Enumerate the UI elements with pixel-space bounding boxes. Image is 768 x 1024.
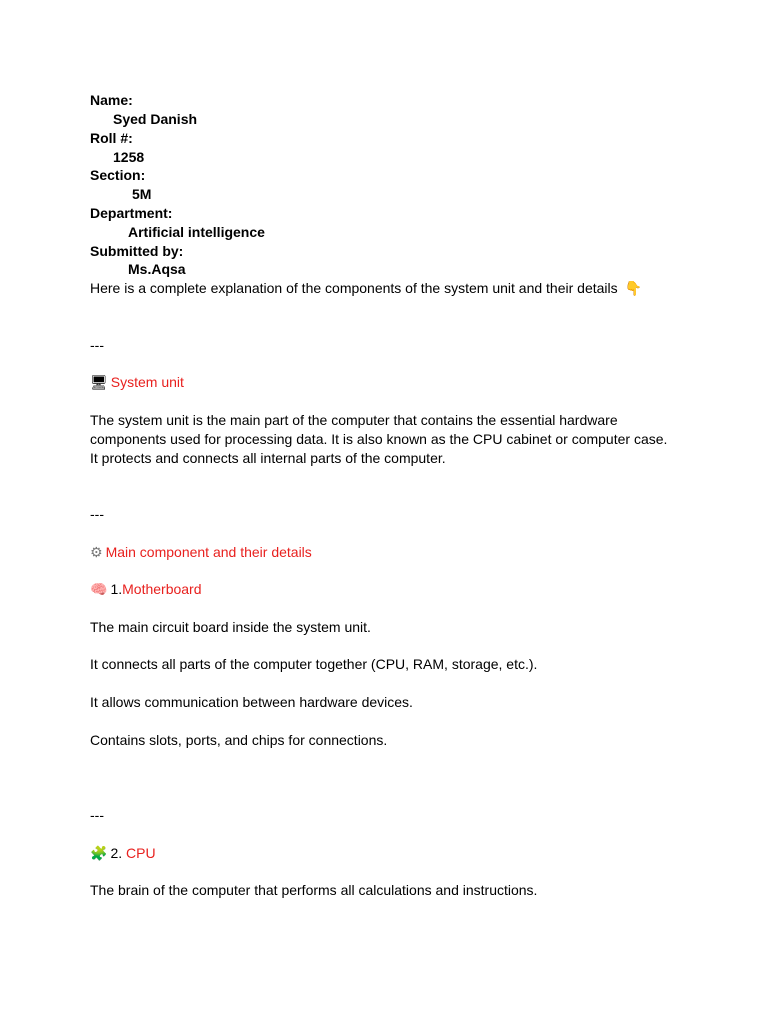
submitted-by-value: Ms.Aqsa — [128, 261, 186, 277]
cpu-heading — [90, 844, 156, 864]
roll-label: Roll #: — [90, 130, 133, 146]
system-unit-heading-text: System unit — [110, 374, 184, 390]
motherboard-point: The main circuit board inside the system unit. — [90, 619, 371, 635]
separator: --- — [90, 807, 104, 823]
motherboard-heading — [90, 580, 202, 600]
section-value: 5M — [132, 186, 152, 202]
system-unit-text-line-3: It protects and connects all internal parts of the computer. — [90, 450, 446, 466]
section-label: Section: — [90, 167, 146, 183]
gear-icon: ⚙ — [90, 545, 103, 561]
pointing-down-icon: 👇 — [624, 281, 642, 297]
motherboard-heading-text: Motherboard — [122, 581, 202, 597]
submitted-by-label: Submitted by: — [90, 243, 184, 259]
roll-value: 1258 — [113, 149, 145, 165]
motherboard-number: 1. — [110, 581, 123, 597]
system-unit-text-line-2: components used for processing data. It is also known as the CPU cabinet or computer case. — [90, 431, 668, 447]
cpu-heading-text: CPU — [126, 845, 156, 861]
department-label: Department: — [90, 205, 173, 221]
motherboard-point: It connects all parts of the computer together (CPU, RAM, storage, etc.). — [90, 656, 538, 672]
puzzle-piece-icon: 🧩 — [90, 846, 108, 862]
motherboard-point: It allows communication between hardware devices. — [90, 694, 413, 710]
name-label: Name: — [90, 92, 133, 108]
system-unit-text-line-1: The system unit is the main part of the computer that contains the essential hardware — [90, 412, 618, 428]
brain-icon: 🧠 — [90, 582, 108, 598]
separator: --- — [90, 506, 104, 522]
main-components-heading-text: Main component and their details — [105, 544, 312, 560]
system-unit-heading — [90, 373, 184, 393]
separator: --- — [90, 337, 104, 353]
intro-text: Here is a complete explanation of the components of the system unit and their details — [90, 280, 618, 296]
name-value: Syed Danish — [113, 111, 198, 127]
department-value: Artificial intelligence — [128, 224, 265, 240]
motherboard-point: Contains slots, ports, and chips for connections. — [90, 732, 388, 748]
cpu-point: The brain of the computer that performs all calculations and instructions. — [90, 882, 538, 898]
cpu-number: 2. — [110, 845, 123, 861]
desktop-computer-icon: 🖥 — [90, 375, 108, 391]
main-components-heading — [90, 543, 312, 563]
intro-line — [90, 279, 645, 299]
